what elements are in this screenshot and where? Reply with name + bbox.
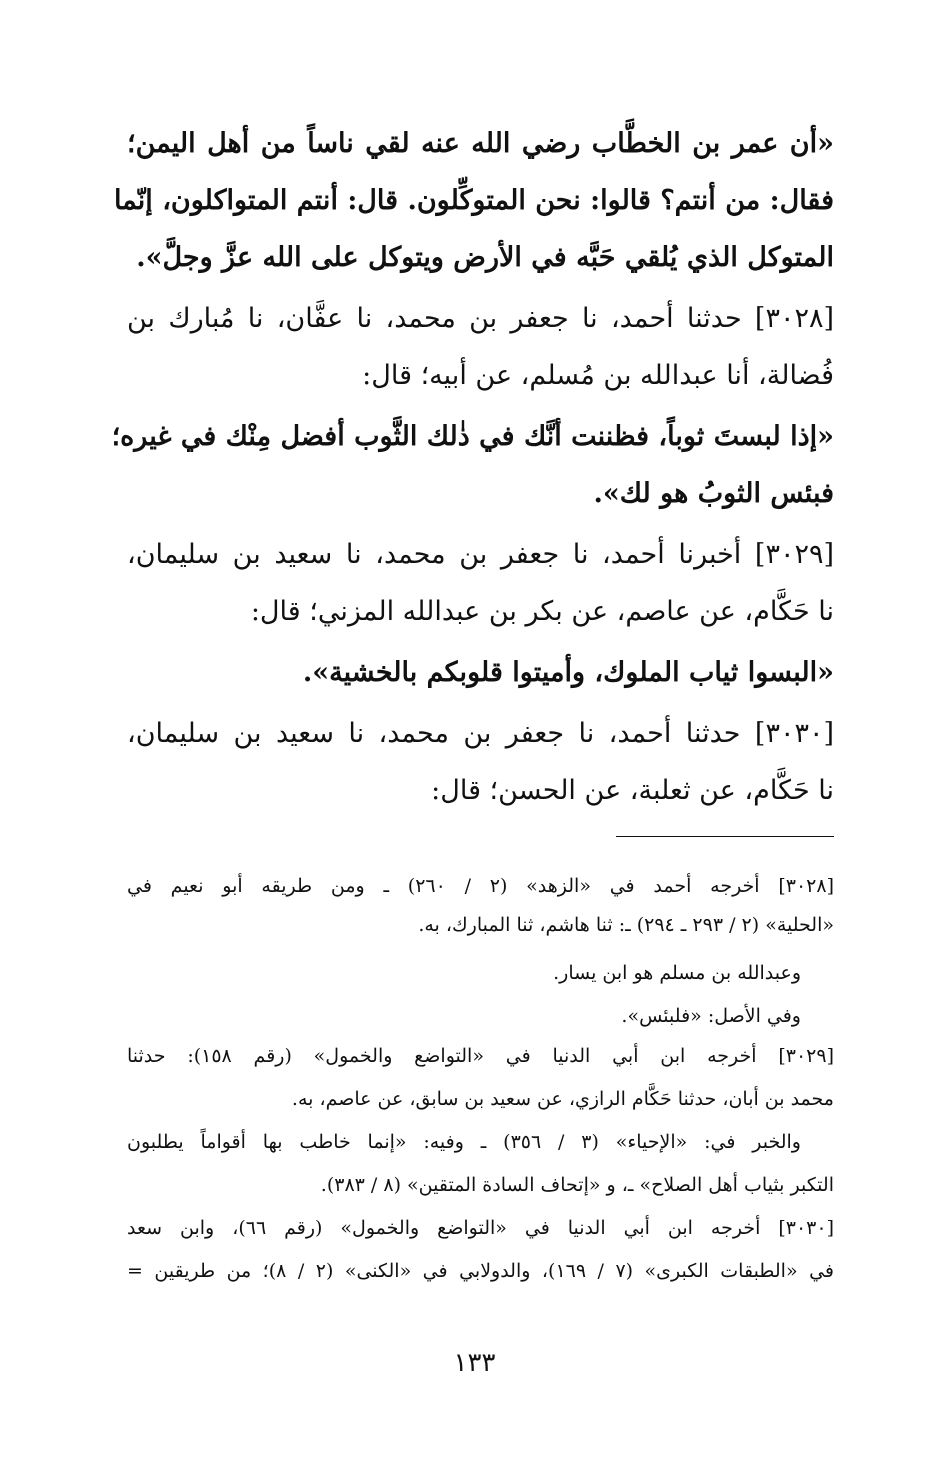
quote-line: فبئس الثوبُ هو لك». (593, 478, 834, 509)
hadith-chain-3029: نا حَكَّام، عن عاصم، عن بكر بن عبدالله المزني؛ قال: (250, 596, 834, 627)
footnote-line: وفي الأصل: «فلبئس». (621, 1005, 801, 1027)
quote-line: «أن عمر بن الخطَّاب رضي الله عنه لقي ناساً من أهل اليمن؛ (127, 128, 834, 159)
footnote-line: في «الطبقات الكبرى» (٧ / ١٦٩)، والدولابي في «الكنى» (٢ / ٨)؛ من طريقين = (127, 1260, 834, 1282)
quote-line: «إذا لبستَ ثوباً، فظننت أنَّك في ذٰلك الثَّوب أفضل مِنْك في غيره؛ (111, 421, 834, 452)
page-number: ١٣٣ (453, 1348, 496, 1378)
footnote-separator (616, 836, 834, 837)
footnote-line: [٣٠٢٩] أخرجه ابن أبي الدنيا في «التواضع والخمول» (رقم ١٥٨): حدثنا (127, 1045, 834, 1067)
quote-line: «البسوا ثياب الملوك، وأميتوا قلوبكم بالخشية». (302, 657, 834, 688)
hadith-chain-3030: [٣٠٣٠] حدثنا أحمد، نا جعفر بن محمد، نا سعيد بن سليمان، (127, 718, 834, 749)
hadith-chain-3028: [٣٠٢٨] حدثنا أحمد، نا جعفر بن محمد، نا عفَّان، نا مُبارك بن (127, 303, 834, 334)
footnote-line: التكبر بثياب أهل الصلاح» ـ، و «إتحاف السادة المتقين» (٨ / ٣٨٣). (320, 1174, 834, 1196)
hadith-chain-3029: [٣٠٢٩] أخبرنا أحمد، نا جعفر بن محمد، نا سعيد بن سليمان، (127, 539, 834, 570)
quote-line: فقال: من أنتم؟ قالوا: نحن المتوكِّلون. قال: أنتم المتواكلون، إنّما (113, 185, 834, 216)
footnote-line: «الحلية» (٢ / ٢٩٣ ـ ٢٩٤) ـ: ثنا هاشم، ثنا المبارك، به. (418, 914, 834, 936)
footnote-line: [٣٠٣٠] أخرجه ابن أبي الدنيا في «التواضع والخمول» (رقم ٦٦)، وابن سعد (127, 1217, 834, 1239)
hadith-chain-3030: نا حَكَّام، عن ثعلبة، عن الحسن؛ قال: (431, 775, 834, 806)
footnote-line: [٣٠٢٨] أخرجه أحمد في «الزهد» (٢ / ٢٦٠) ـ ومن طريقه أبو نعيم في (127, 875, 835, 897)
footnote-line: محمد بن أبان، حدثنا حَكَّام الرازي، عن سعيد بن سابق، عن عاصم، به. (291, 1088, 834, 1110)
quote-line: المتوكل الذي يُلقي حَبَّه في الأرض ويتوكل على الله عزَّ وجلَّ». (136, 242, 834, 273)
footnote-line: والخبر في: «الإحياء» (٣ / ٣٥٦) ـ وفيه: «إنما خاطب بها أقواماً يطلبون (127, 1131, 801, 1153)
footnote-line: وعبدالله بن مسلم هو ابن يسار. (553, 962, 801, 984)
hadith-chain-3028: فُضالة، أنا عبدالله بن مُسلم، عن أبيه؛ قال: (362, 360, 834, 391)
